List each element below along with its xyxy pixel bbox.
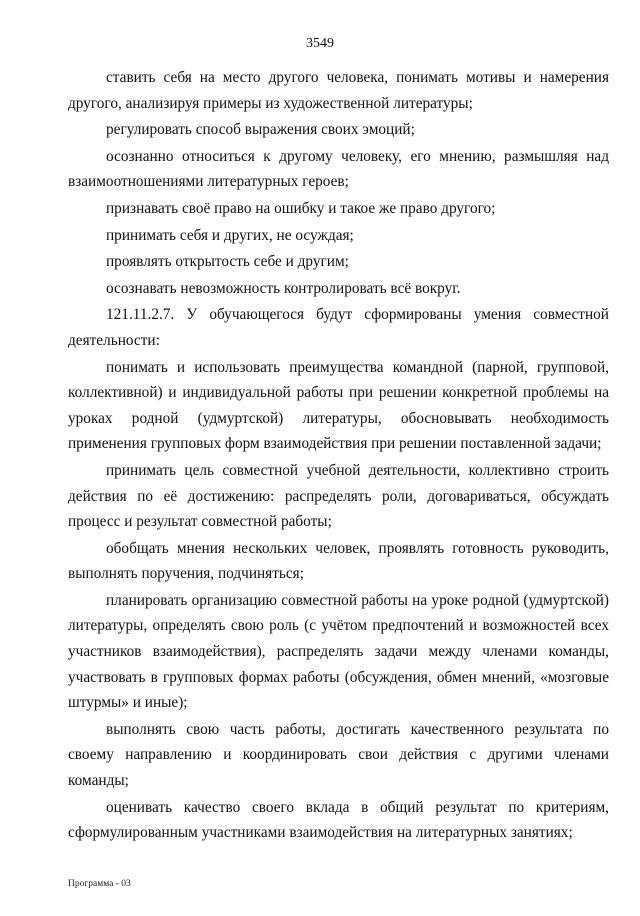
- paragraph-10: принимать цель совместной учебной деятельности, коллективно строить действия по её достижению: распределять роли, договариваться, обсуждать процесс и результат совместной работы;: [68, 461, 609, 531]
- paragraph-1: ставить себя на место другого человека, понимать мотивы и намерения другого, анализируя примеры из художественной литературы;: [68, 69, 609, 112]
- paragraph-14: оценивать качество своего вклада в общий результат по критериям, сформулированным участниками взаимодействия на литературных занятиях;: [68, 798, 609, 842]
- paragraph-12: планировать организацию совместной работы на уроке родной (удмуртской) литературы, определять свою роль (с учётом предпочтений и возможностей всех участников взаимодействия), распределять задачи между членами команды, участвовать в групповых формах работы (обсуждения, обмен мнений, «мозговые штурмы» и иные);: [68, 591, 609, 712]
- paragraph-3: осознанно относиться к другому человеку, его мнению, размышляя над взаимоотношениями литературных героев;: [68, 147, 609, 191]
- section-heading-121-11-2-7: 121.11.2.7. У обучающегося будут сформированы умения совместной деятельности:: [68, 306, 609, 349]
- paragraph-11: обобщать мнения нескольких человек, проявлять готовность руководить, выполнять поручения, подчиняться;: [68, 539, 609, 583]
- paragraph-9: понимать и использовать преимущества командной (парной, групповой, коллективной) и индивидуальной работы при решении конкретной проблемы на уроках родной (удмуртской) литературы, обосновывать необходимость применения групповых форм взаимодействия при решении поставленной задачи;: [68, 358, 609, 453]
- page-number: 3549: [306, 36, 334, 51]
- paragraph-5: принимать себя и других, не осуждая;: [106, 226, 354, 244]
- paragraph-13: выполнять свою часть работы, достигать качественного результата по своему направлению и координировать свои действия с другими членами команды;: [68, 720, 609, 790]
- document-body: [68, 65, 609, 846]
- paragraph-2: регулировать способ выражения своих эмоций;: [106, 121, 415, 139]
- paragraph-4: признавать своё право на ошибку и такое же право другого;: [106, 199, 496, 217]
- footer-program-label: Программа - 03: [68, 879, 131, 889]
- paragraph-6: проявлять открытость себе и другим;: [106, 253, 349, 271]
- paragraph-7: осознавать невозможность контролировать всё вокруг.: [106, 279, 461, 297]
